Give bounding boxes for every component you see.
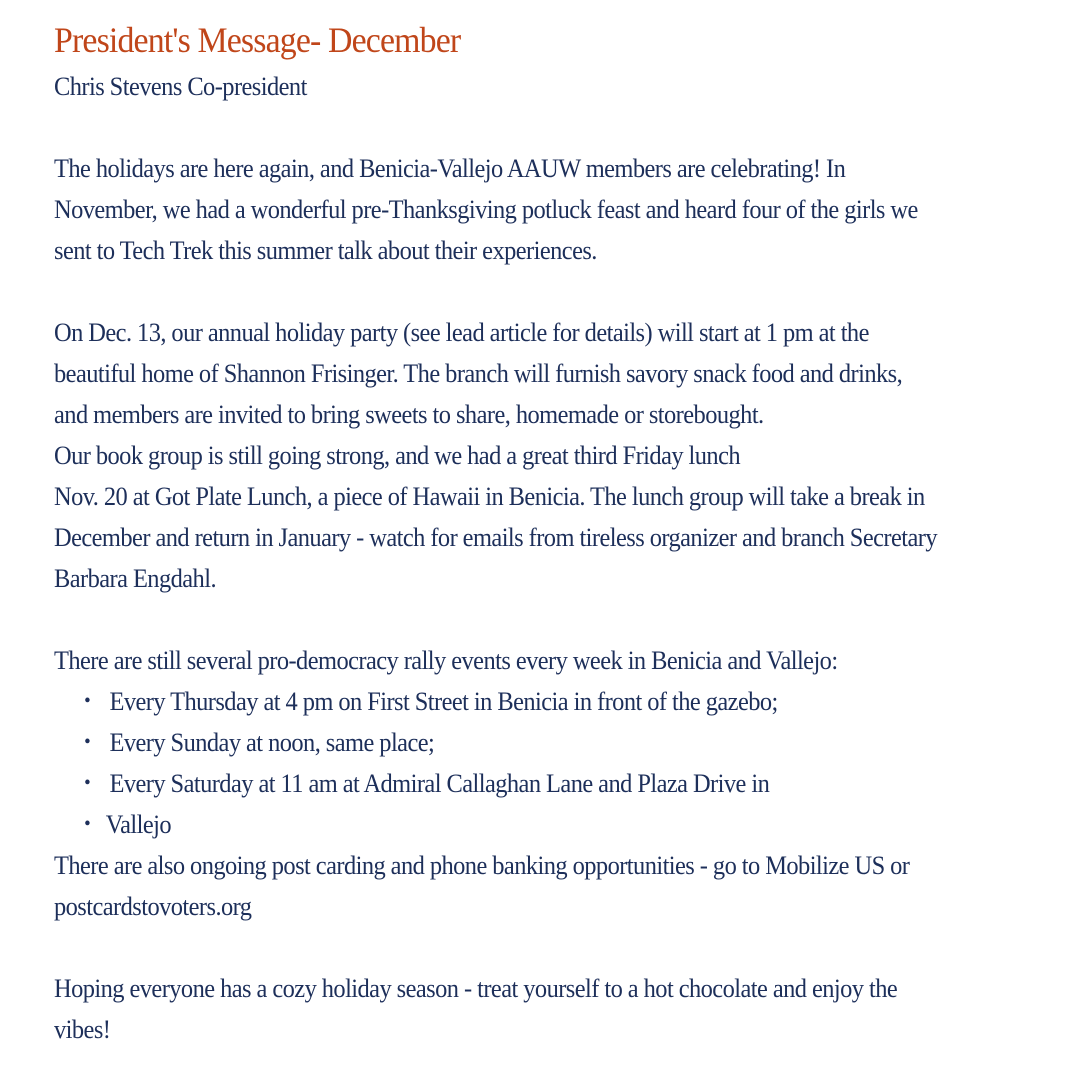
spacer <box>54 271 985 312</box>
bullet-icon: • <box>84 772 91 794</box>
spacer <box>54 107 985 148</box>
bullet-icon: • <box>84 731 91 753</box>
paragraph-closing <box>54 968 985 1050</box>
paragraph-postcarding <box>54 845 985 927</box>
rally-list <box>54 681 985 845</box>
text-line: vibes! <box>54 1015 111 1044</box>
bullet-icon: • <box>84 690 91 712</box>
text-line: Nov. 20 at Got Plate Lunch, a piece of Hawaii in Benicia. The lunch group will take a break in <box>54 482 925 511</box>
rally-intro: There are still several pro-democracy rally events every week in Benicia and Vallejo: <box>54 646 838 675</box>
list-item-text: Every Sunday at noon, same place; <box>109 728 435 757</box>
article-title: President's Message- December <box>54 20 461 60</box>
text-line: Our book group is still going strong, and we had a great third Friday lunch <box>54 441 741 470</box>
text-line: Hoping everyone has a cozy holiday season - treat yourself to a hot chocolate and enjoy the <box>54 974 898 1003</box>
list-item <box>54 681 985 722</box>
text-line: beautiful home of Shannon Frisinger. The branch will furnish savory snack food and drinks, <box>54 359 903 388</box>
text-line: December and return in January - watch for emails from tireless organizer and branch Secretary <box>54 523 937 552</box>
list-item-text: Vallejo <box>105 810 171 839</box>
text-line: There are also ongoing post carding and phone banking opportunities - go to Mobilize US or <box>54 851 910 880</box>
spacer <box>54 927 985 968</box>
bullet-icon: • <box>84 813 91 835</box>
list-item <box>54 804 985 845</box>
text-line: Barbara Engdahl. <box>54 564 216 593</box>
paragraph-book-group <box>54 435 985 599</box>
newsletter-article <box>54 18 985 1050</box>
text-line: and members are invited to bring sweets to share, homemade or storebought. <box>54 400 764 429</box>
list-item <box>54 722 985 763</box>
list-item-text: Every Saturday at 11 am at Admiral Callaghan Lane and Plaza Drive in <box>109 769 770 798</box>
text-line: postcardstovoters.org <box>54 892 252 921</box>
author-byline: Chris Stevens Co-president <box>54 72 307 101</box>
text-line: November, we had a wonderful pre-Thanksgiving potluck feast and heard four of the girls we <box>54 195 918 224</box>
spacer <box>54 599 985 640</box>
text-line: sent to Tech Trek this summer talk about their experiences. <box>54 236 597 265</box>
text-line: On Dec. 13, our annual holiday party (see lead article for details) will start at 1 pm at the <box>54 318 869 347</box>
list-item-text: Every Thursday at 4 pm on First Street in Benicia in front of the gazebo; <box>109 687 778 716</box>
text-line: The holidays are here again, and Benicia-Vallejo AAUW members are celebrating! In <box>54 154 846 183</box>
paragraph-holiday-party <box>54 312 985 435</box>
paragraph-holidays <box>54 148 985 271</box>
list-item <box>54 763 985 804</box>
